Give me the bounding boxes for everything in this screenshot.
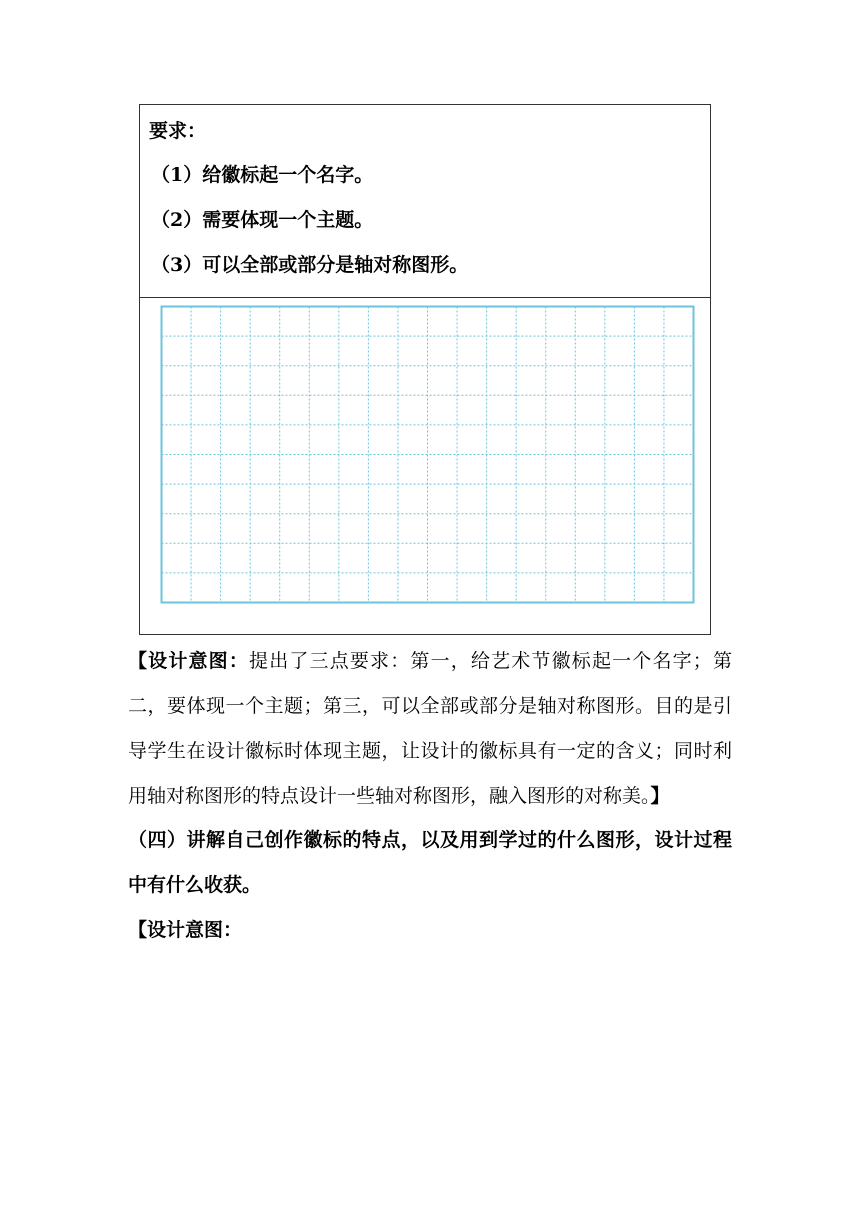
requirement-item-1: （1）给徽标起一个名字。 bbox=[151, 164, 374, 186]
design-intent-label: 【设计意图： bbox=[128, 650, 250, 672]
requirement-item-3: （3）可以全部或部分是轴对称图形。 bbox=[151, 254, 469, 276]
design-intent-paragraph bbox=[128, 639, 732, 819]
drawing-grid bbox=[160, 305, 695, 604]
requirement-item-2: （2）需要体现一个主题。 bbox=[151, 209, 374, 231]
design-intent-close: 】 bbox=[650, 785, 670, 807]
design-intent-text: 提出了三点要求：第一，给艺术节徽标起一个名字；第二，要体现一个主题；第三，可以全部或部分是轴对称图形。目的是引导学生在设计徽标时体现主题，让设计的徽标具有一定的含义；同时利用轴对称图形的特点设计一些轴对称图形，融入图形的对称美。 bbox=[128, 650, 732, 807]
design-intent-label-2: 【设计意图： bbox=[128, 919, 243, 941]
requirements-title: 要求： bbox=[149, 120, 207, 142]
requirements-box bbox=[139, 104, 711, 635]
grid-svg bbox=[160, 305, 695, 604]
requirements-text-cell bbox=[140, 105, 710, 298]
section-four-paragraph: （四）讲解自己创作徽标的特点，以及用到学过的什么图形，设计过程中有什么收获。 bbox=[128, 829, 732, 896]
